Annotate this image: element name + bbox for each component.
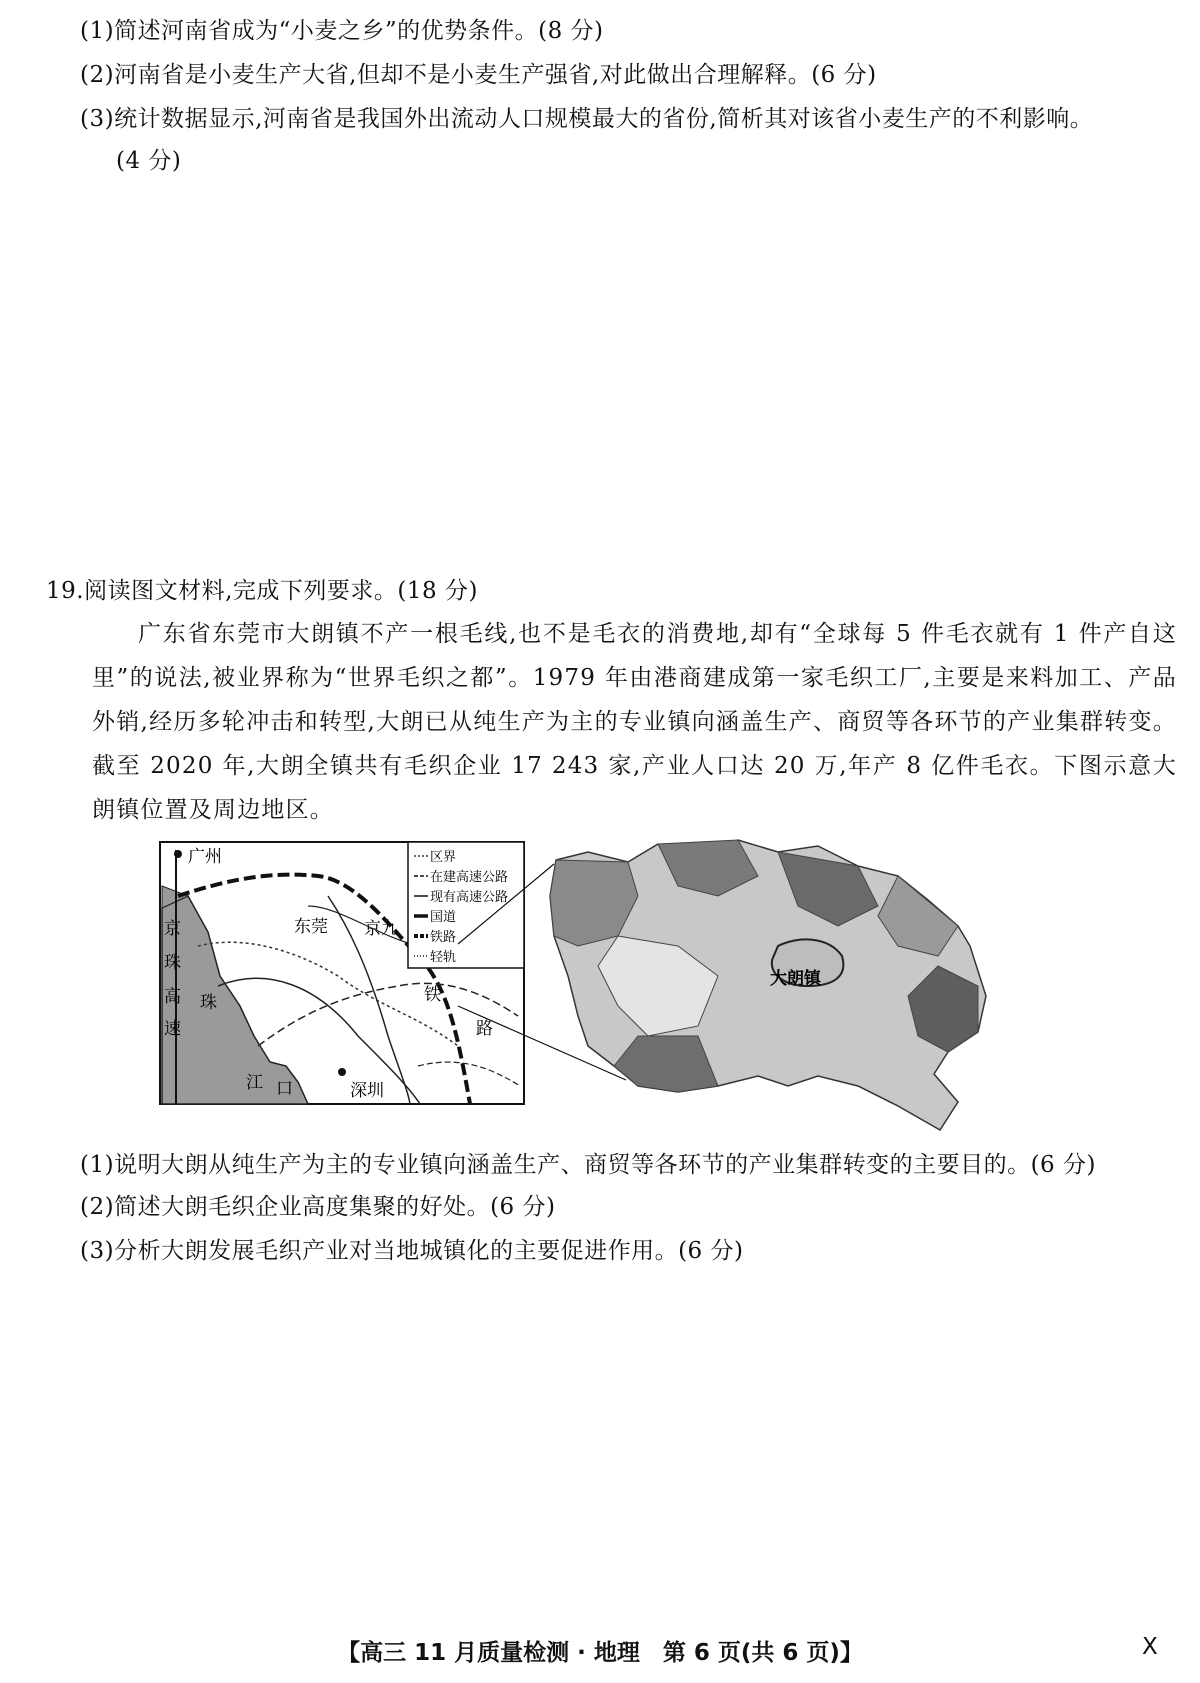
q19-paragraph: 广东省东莞市大朗镇不产一根毛线,也不是毛衣的消费地,却有“全球每 5 件毛衣就有 1 件产自这里”的说法,被业界称为“世界毛织之都”。1979 年由港商建成第一家毛织工厂,主要是来料加工、产品外销,经历多轮冲击和转型,大朗已从纯生产为主的专业镇向涵盖生产、商贸等各环节的产业集群转变。截至 2020 年,大朗全镇共有毛织企业 17 243 家,产业人口达 20 万,年产 8 亿件毛衣。下图示意大朗镇位置及周边地区。 bbox=[92, 621, 1177, 823]
q18-sub1: (1)简述河南省成为“小麦之乡”的优势条件。(8 分) bbox=[80, 18, 604, 44]
page-corner-mark: X bbox=[1142, 1634, 1158, 1660]
q18-sub3-line2: (4 分) bbox=[116, 148, 182, 174]
q19-sub1: (1)说明大朗从纯生产为主的专业镇向涵盖生产、商贸等各环节的产业集群转变的主要目的。(6 分) bbox=[80, 1152, 1096, 1178]
guangzhou-marker bbox=[174, 850, 182, 858]
rail-jingjiu-label: 京九 bbox=[364, 919, 398, 939]
highway-gao-label: 高 bbox=[164, 987, 181, 1007]
city-dongguan-label: 东莞 bbox=[294, 917, 328, 937]
highway-jing-label: 京 bbox=[164, 919, 181, 939]
highway-zhu-label: 珠 bbox=[164, 953, 181, 973]
q19-sub2: (2)简述大朗毛织企业高度集聚的好处。(6 分) bbox=[80, 1194, 556, 1220]
q18-sub3-line1: (3)统计数据显示,河南省是我国外出流动人口规模最大的省份,简析其对该省小麦生产的不利影响。 bbox=[80, 106, 1094, 132]
highway-su-label: 速 bbox=[164, 1019, 181, 1039]
dalang-town-label: 大朗镇 bbox=[770, 969, 821, 989]
river-kou-label: 口 bbox=[276, 1079, 293, 1099]
q19-sub3: (3)分析大朗发展毛织产业对当地城镇化的主要促进作用。(6 分) bbox=[80, 1238, 744, 1264]
legend-national-road-label: 国道 bbox=[430, 910, 457, 925]
legend-railway-label: 铁路 bbox=[430, 930, 457, 945]
rail-tie-label: 铁 bbox=[424, 985, 441, 1005]
legend-light-rail-label: 轻轨 bbox=[430, 950, 457, 965]
legend-boundary-label: 区界 bbox=[430, 850, 457, 865]
map-legend bbox=[408, 842, 524, 968]
location-map-figure bbox=[158, 836, 994, 1132]
legend-highway-existing-label: 现有高速公路 bbox=[430, 890, 509, 905]
river-jiang-label: 江 bbox=[246, 1073, 263, 1093]
city-guangzhou-label: 广州 bbox=[188, 847, 222, 867]
rail-lu-label: 路 bbox=[476, 1019, 493, 1039]
page-footer: 【高三 11 月质量检测 · 地理 第 6 页(共 6 页)】 bbox=[337, 1640, 863, 1666]
river-zhu-label: 珠 bbox=[200, 993, 217, 1013]
shenzhen-marker bbox=[338, 1068, 346, 1076]
q19-heading: 19.阅读图文材料,完成下列要求。(18 分) bbox=[46, 578, 478, 604]
city-shenzhen-label: 深圳 bbox=[350, 1081, 384, 1101]
q18-sub2: (2)河南省是小麦生产大省,但却不是小麦生产强省,对此做出合理解释。(6 分) bbox=[80, 62, 877, 88]
legend-highway-building-label: 在建高速公路 bbox=[430, 870, 509, 885]
